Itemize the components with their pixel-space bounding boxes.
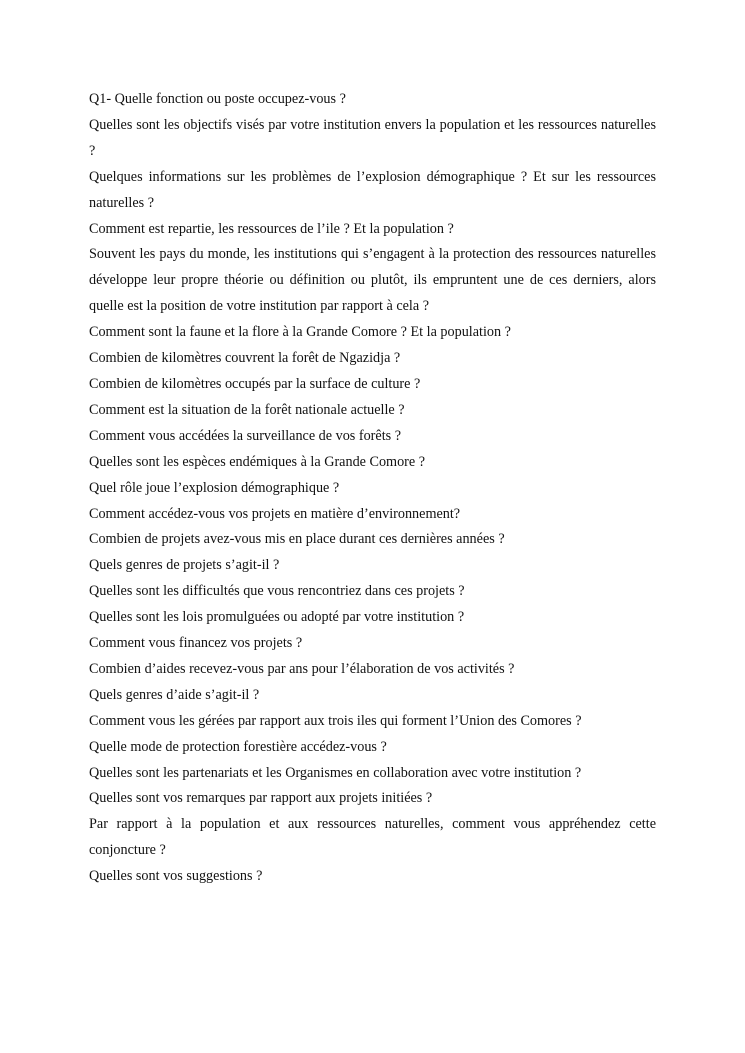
question-21: Comment vous les gérées par rapport aux trois iles qui forment l’Union des Comores ? <box>89 712 582 729</box>
question-17: Quelles sont les lois promulguées ou adopté par votre institution ? <box>89 609 465 626</box>
question-12: Quel rôle joue l’explosion démographique ? <box>89 479 340 496</box>
question-3: Quelques informations sur les problèmes de l’explosion démographique ? Et sur les ressources naturelles ? <box>89 168 656 211</box>
question-11: Quelles sont les espèces endémiques à la Grande Comore ? <box>89 453 426 470</box>
question-24: Quelles sont vos remarques par rapport aux projets initiées ? <box>89 790 433 807</box>
question-8: Combien de kilomètres occupés par la surface de culture ? <box>89 375 421 392</box>
question-26: Quelles sont vos suggestions ? <box>89 868 263 885</box>
question-22: Quelle mode de protection forestière accédez-vous ? <box>89 738 387 755</box>
question-10: Comment vous accédées la surveillance de vos forêts ? <box>89 427 402 444</box>
question-4: Comment est repartie, les ressources de l’ile ? Et la population ? <box>89 220 454 237</box>
question-6: Comment sont la faune et la flore à la Grande Comore ? Et la population ? <box>89 324 511 341</box>
question-20: Quels genres d’aide s’agit-il ? <box>89 686 260 703</box>
question-9: Comment est la situation de la forêt nationale actuelle ? <box>89 401 405 418</box>
question-7: Combien de kilomètres couvrent la forêt de Ngazidja ? <box>89 350 401 367</box>
question-2: Quelles sont les objectifs visés par votre institution envers la population et les ressources naturelles ? <box>89 116 656 159</box>
question-25: Par rapport à la population et aux ressources naturelles, comment vous appréhendez cette conjoncture ? <box>89 816 656 859</box>
question-13: Comment accédez-vous vos projets en matière d’environnement? <box>89 505 461 522</box>
question-18: Comment vous financez vos projets ? <box>89 635 303 652</box>
question-23: Quelles sont les partenariats et les Organismes en collaboration avec votre institution ? <box>89 764 582 781</box>
question-14: Combien de projets avez-vous mis en place durant ces dernières années ? <box>89 531 505 548</box>
question-19: Combien d’aides recevez-vous par ans pour l’élaboration de vos activités ? <box>89 660 515 677</box>
question-15: Quels genres de projets s’agit-il ? <box>89 557 280 574</box>
questionnaire <box>89 87 656 890</box>
question-16: Quelles sont les difficultés que vous rencontriez dans ces projets ? <box>89 583 465 600</box>
question-5: Souvent les pays du monde, les institutions qui s’engagent à la protection des ressources naturelles développe leur propre théorie ou définition ou plutôt, ils empruntent une de ces derniers, alors quelle est la position de votre institution par rapport à cela ? <box>89 246 656 315</box>
question-1: Q1- Quelle fonction ou poste occupez-vous ? <box>89 91 346 107</box>
